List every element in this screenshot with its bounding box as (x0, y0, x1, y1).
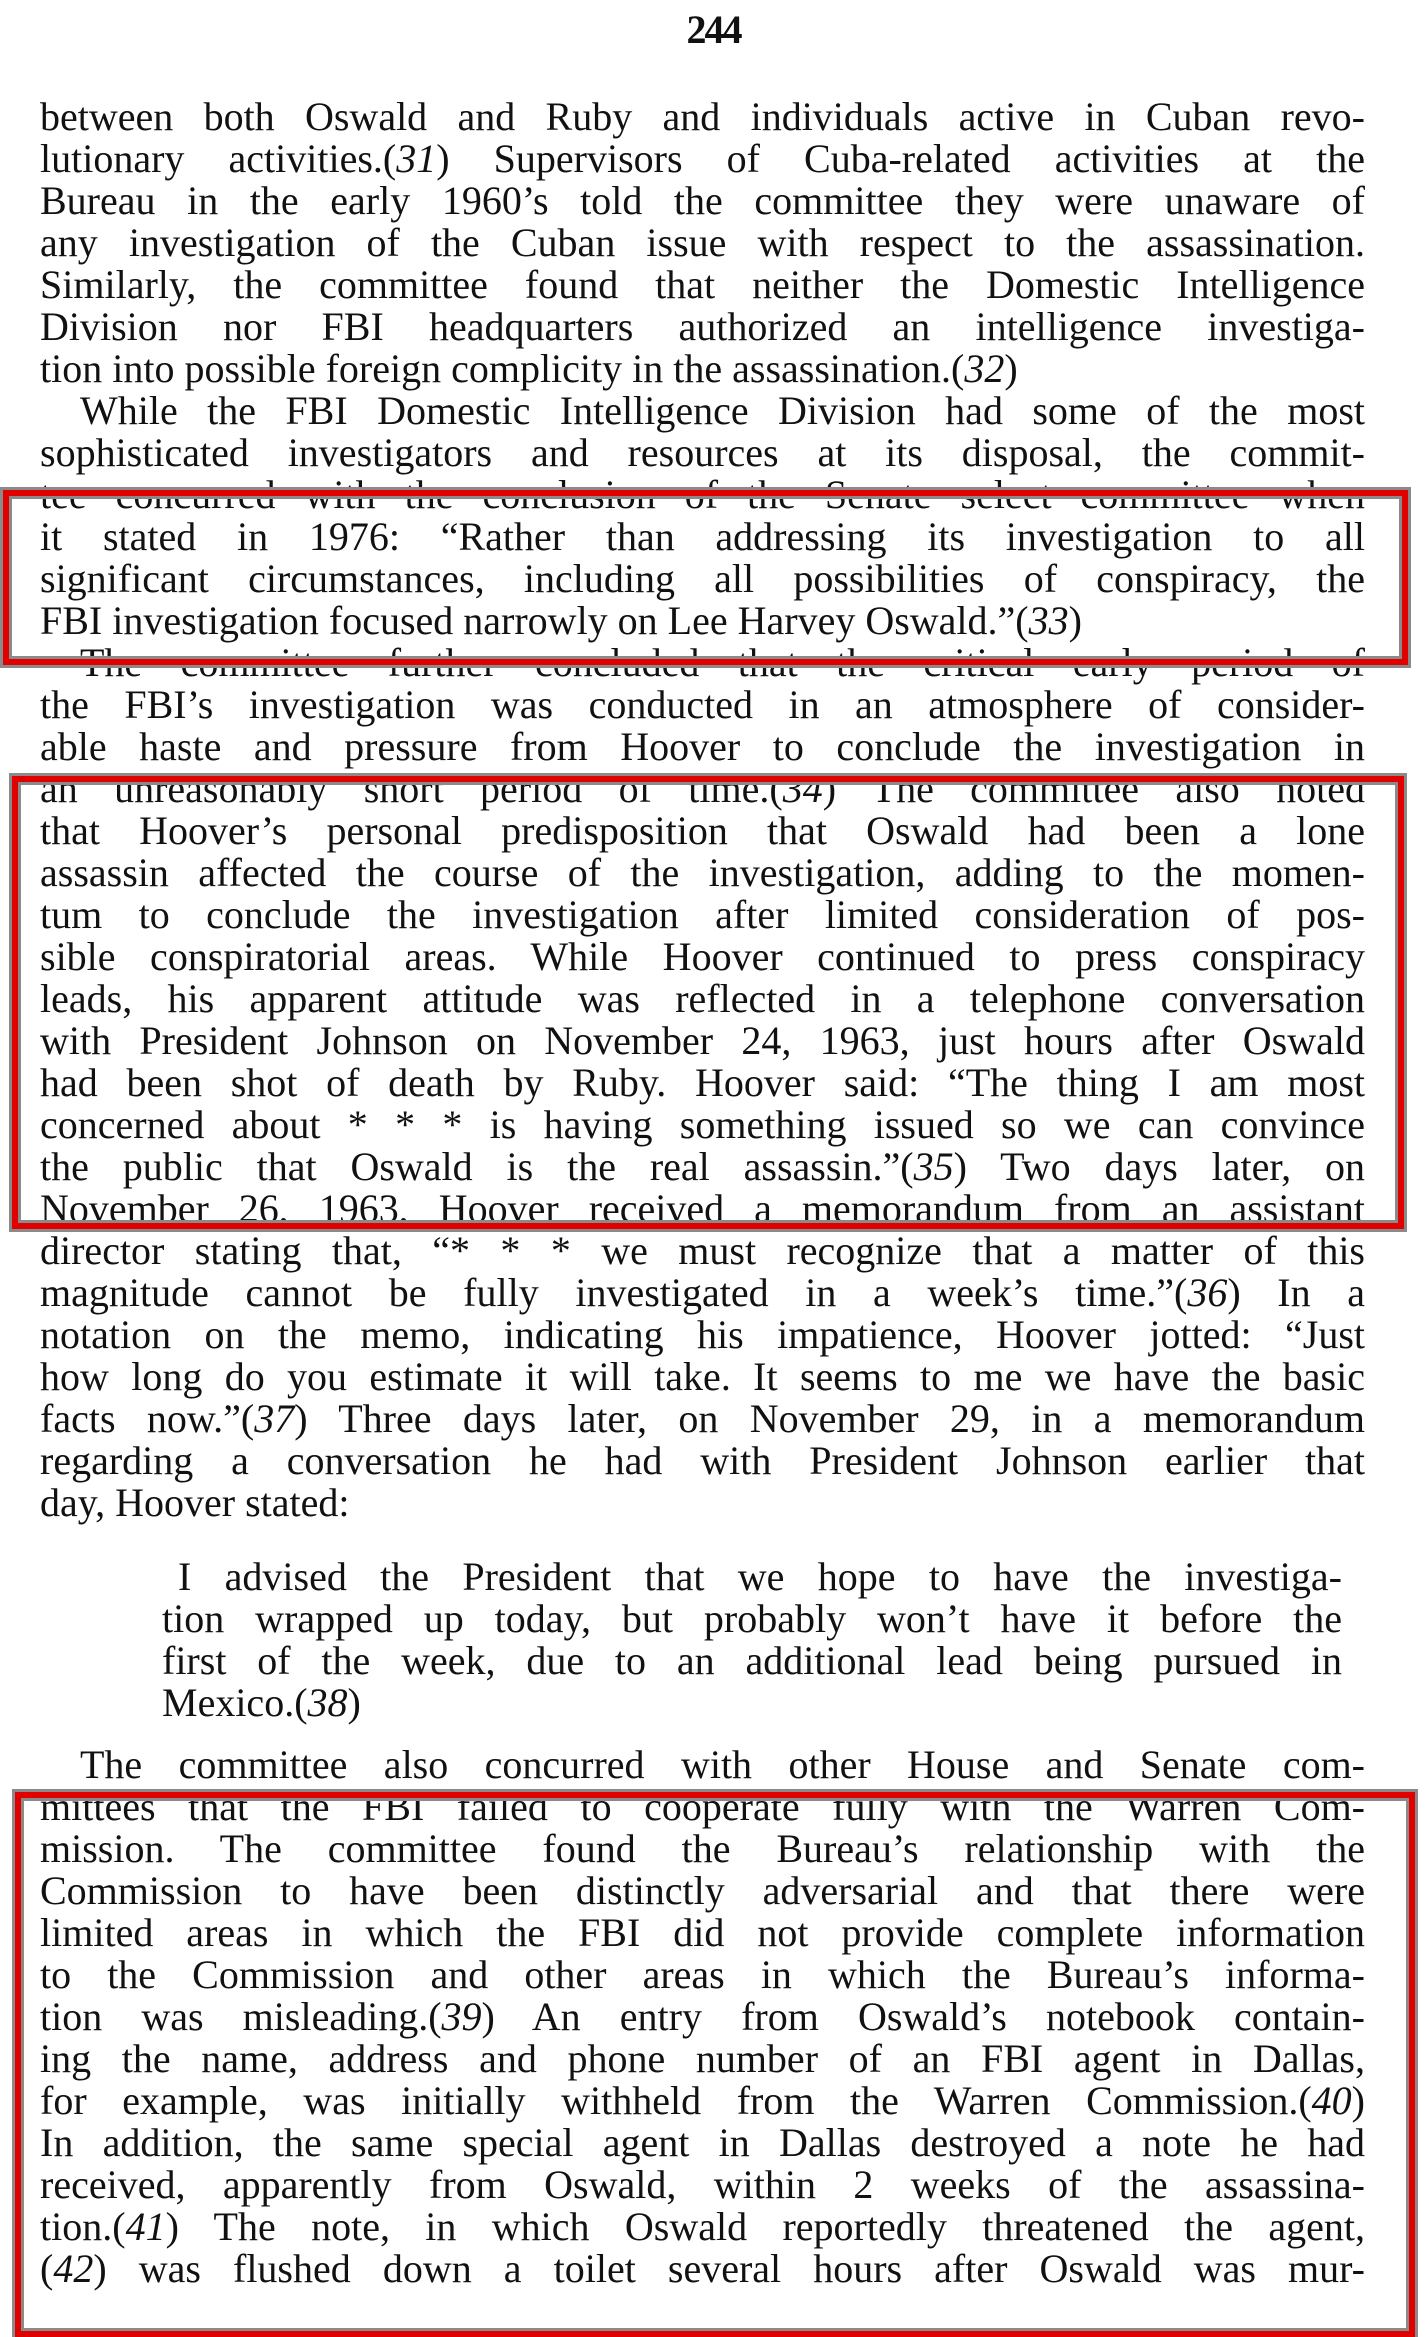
highlight-box (15, 1792, 1415, 2337)
text-line: between both Oswald and Ruby and individuals active in Cuban revo- (40, 94, 1365, 139)
text-line-obscured: mittees that the FBI failed to cooperate fully with the Warren Com- (40, 1784, 1365, 1829)
text-line: assassin affected the course of the investigation, adding to the momen- (40, 850, 1365, 895)
text-line: The committee also concurred with other House and Senate com- (80, 1742, 1365, 1787)
text-line-obscured: tee concurred with the conclusion of the Senate select committee when (40, 472, 1365, 517)
text-line: Division nor FBI headquarters authorized an intelligence investiga- (40, 304, 1365, 349)
text-line: significant circumstances, including all possibilities of conspiracy, the (40, 556, 1365, 601)
text-line: had been shot of death by Ruby. Hoover said: “The thing I am most (40, 1060, 1365, 1105)
text-line: sophisticated investigators and resources at its disposal, the commit- (40, 430, 1365, 475)
text-line: received, apparently from Oswald, within 2 weeks of the assassina- (40, 2162, 1365, 2207)
text-line-obscured: an unreasonably short period of time.(34) The committee also noted (40, 766, 1365, 811)
text-line: Commission to have been distinctly adversarial and that there were (40, 1868, 1365, 1913)
text-line: limited areas in which the FBI did not provide complete information (40, 1910, 1365, 1955)
text-line: any investigation of the Cuban issue with respect to the assassination. (40, 220, 1365, 265)
text-line: tion.(41) The note, in which Oswald reportedly threatened the agent, (40, 2204, 1365, 2249)
text-line: (42) was flushed down a toilet several hours after Oswald was mur- (40, 2246, 1365, 2291)
text-line: Similarly, the committee found that neither the Domestic Intelligence (40, 262, 1365, 307)
text-line: mission. The committee found the Bureau’s relationship with the (40, 1826, 1365, 1871)
text-line: In addition, the same special agent in Dallas destroyed a note he had (40, 2120, 1365, 2165)
highlight-box (12, 776, 1404, 1229)
text-line-obscured: November 26, 1963, Hoover received a memorandum from an assistant (40, 1186, 1365, 1231)
text-line: it stated in 1976: “Rather than addressing its investigation to all (40, 514, 1365, 559)
text-line: tion into possible foreign complicity in the assassination.(32) (40, 346, 1018, 391)
text-line: the FBI’s investigation was conducted in an atmosphere of consider- (40, 682, 1365, 727)
text-line: director stating that, “* * * we must recognize that a matter of this (40, 1228, 1365, 1273)
text-line: sible conspiratorial areas. While Hoover continued to press conspiracy (40, 934, 1365, 979)
text-line: lutionary activities.(31) Supervisors of Cuba-related activities at the (40, 136, 1365, 181)
quote-line: I advised the President that we hope to have the investiga- (178, 1554, 1342, 1599)
text-line: ing the name, address and phone number of an FBI agent in Dallas, (40, 2036, 1365, 2081)
quote-line: first of the week, due to an additional lead being pursued in (162, 1638, 1342, 1683)
text-line: tion was misleading.(39) An entry from Oswald’s notebook contain- (40, 1994, 1365, 2039)
text-line: to the Commission and other areas in which the Bureau’s informa- (40, 1952, 1365, 1997)
text-line: day, Hoover stated: (40, 1480, 350, 1525)
highlight-box (3, 490, 1408, 665)
text-line: Bureau in the early 1960’s told the committee they were unaware of (40, 178, 1365, 223)
text-line: concerned about * * * is having something issued so we can convince (40, 1102, 1365, 1147)
text-line: the public that Oswald is the real assassin.”(35) Two days later, on (40, 1144, 1366, 1189)
text-line: facts now.”(37) Three days later, on November 29, in a memorandum (40, 1396, 1365, 1441)
text-line: for example, was initially withheld from the Warren Commission.(40) (40, 2078, 1365, 2123)
text-line: tum to conclude the investigation after limited consideration of pos- (40, 892, 1365, 937)
text-line: regarding a conversation he had with President Johnson earlier that (40, 1438, 1365, 1483)
text-line: able haste and pressure from Hoover to conclude the investigation in (40, 724, 1365, 769)
quote-line: Mexico.(38) (162, 1680, 361, 1725)
text-line: magnitude cannot be fully investigated in a week’s time.”(36) In a (40, 1270, 1365, 1315)
text-line: that Hoover’s personal predisposition that Oswald had been a lone (40, 808, 1365, 853)
text-line: how long do you estimate it will take. It seems to me we have the basic (40, 1354, 1365, 1399)
text-line: notation on the memo, indicating his impatience, Hoover jotted: “Just (40, 1312, 1365, 1357)
quote-line: tion wrapped up today, but probably won’t have it before the (162, 1596, 1342, 1641)
text-line-obscured: The committee further concluded that the critical early period of (80, 640, 1365, 685)
text-line: FBI investigation focused narrowly on Lee Harvey Oswald.”(33) (40, 598, 1082, 643)
text-line: leads, his apparent attitude was reflected in a telephone conversation (40, 976, 1365, 1021)
page-number: 244 (686, 7, 741, 52)
text-line: with President Johnson on November 24, 1963, just hours after Oswald (40, 1018, 1365, 1063)
text-line: While the FBI Domestic Intelligence Division had some of the most (80, 388, 1365, 433)
